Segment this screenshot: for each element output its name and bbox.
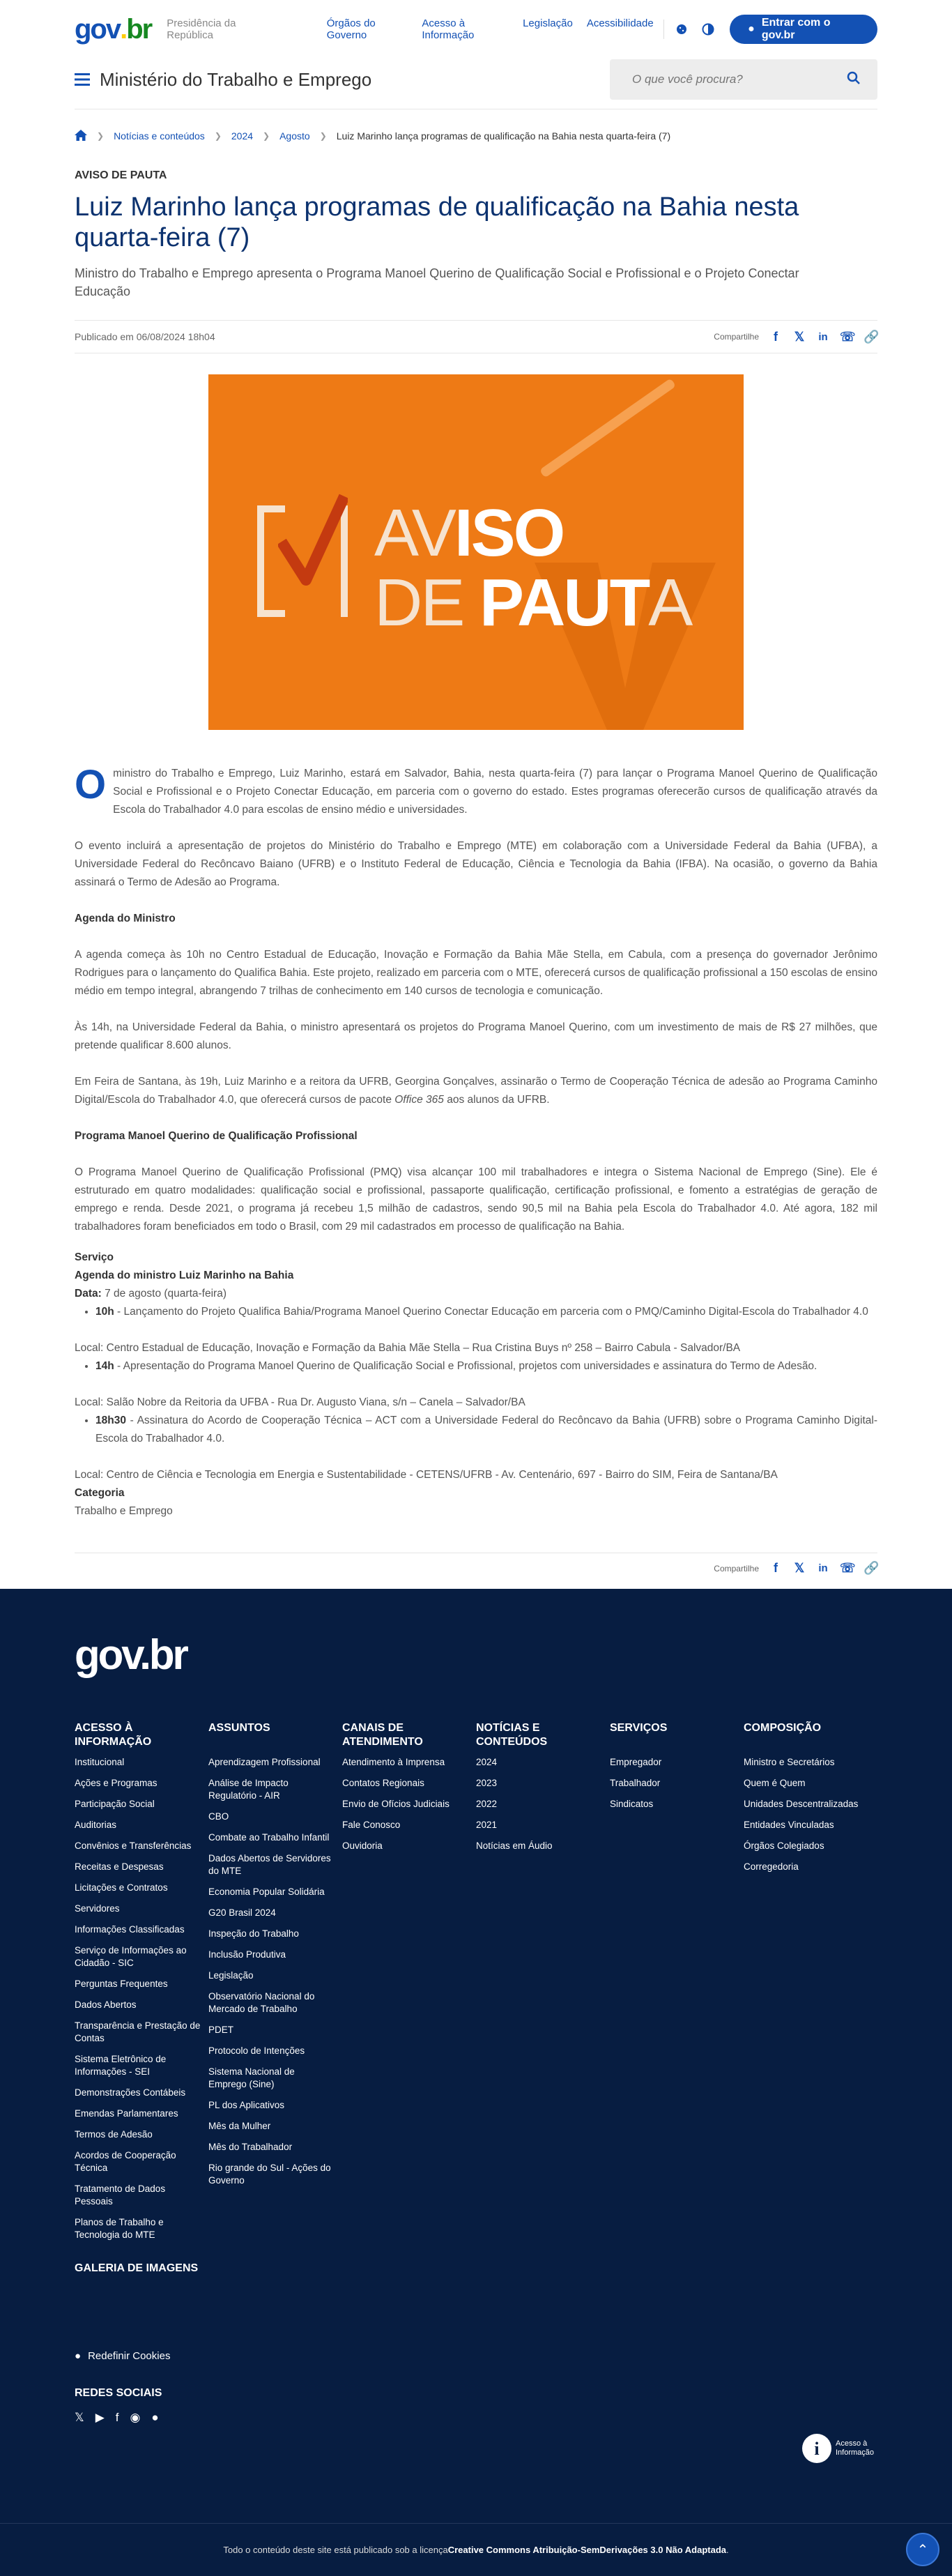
footer-column-title: CANAIS DE ATENDIMENTO [342, 1722, 423, 1748]
footer-link[interactable]: Mês do Trabalhador [208, 2142, 293, 2152]
galeria-link[interactable]: GALERIA DE IMAGENS [75, 2262, 199, 2274]
search-input[interactable] [632, 73, 827, 86]
footer-link[interactable]: Aprendizagem Profissional [208, 1757, 321, 1767]
license-link[interactable]: Creative Commons Atribuição-SemDerivações 3.0 Não Adaptada [447, 2545, 726, 2555]
list-item: • 18h30 - Assinatura do Acordo de Cooperação Técnica – ACT com a Universidade Federal do Recôncavo da Bahia (UFRB) sobre o Programa Caminho Digital-Escola do Trabalhador 4.0. [95, 1412, 877, 1448]
drop-cap: O [75, 762, 107, 807]
footer-link[interactable]: Protocolo de Intenções [208, 2045, 305, 2056]
cookie-icon: ● [75, 2350, 82, 2362]
paragraph: O ministro do Trabalho e Emprego, Luiz Marinho, estará em Salvador, Bahia, nesta quarta-feira (7) para lançar o Programa Manoel Querino de Qualificação Social e Profissional e o Projeto Conectar Educação, em parceria com o governo do estado. Estes programas oferecerão cursos de qualificação através da Escola do Trabalhador 4.0 para escolas de ensino médio e universidades. [75, 762, 877, 816]
instagram-icon[interactable]: ◉ [130, 2411, 141, 2424]
footer-link[interactable]: Receitas e Despesas [75, 1861, 164, 1872]
footer-link[interactable]: 2024 [476, 1757, 498, 1767]
footer-column [208, 1721, 342, 2250]
footer-link[interactable]: Institucional [75, 1757, 125, 1767]
footer-column-title: COMPOSIÇÃO [744, 1722, 822, 1734]
article-subtitle: Ministro do Trabalho e Emprego apresenta o Programa Manoel Querino de Qualificação Social e Profissional e o Projeto Conectar Educação [75, 266, 799, 298]
top-links [327, 17, 654, 41]
footer-logo[interactable]: gov.br [75, 1631, 187, 1678]
user-icon: ● [748, 23, 755, 35]
chevron-right-icon: ❯ [263, 131, 270, 141]
footer-link[interactable]: Dados Abertos [75, 1999, 137, 2010]
footer-link[interactable]: Perguntas Frequentes [75, 1979, 168, 1989]
footer-link[interactable]: Envio de Ofícios Judiciais [342, 1799, 450, 1809]
footer-link[interactable]: 2021 [476, 1820, 498, 1830]
info-icon: i [802, 2434, 831, 2463]
footer-link[interactable]: Atendimento à Imprensa [342, 1757, 445, 1767]
footer-link[interactable]: Emendas Parlamentares [75, 2108, 178, 2119]
back-to-top-button[interactable] [906, 2533, 939, 2566]
footer-link[interactable]: Notícias em Áudio [476, 1840, 553, 1851]
cookies-link[interactable]: ● Redefinir Cookies [75, 2350, 171, 2362]
footer-link[interactable]: Transparência e Prestação de Contas [75, 2020, 201, 2043]
link-acesso-informacao[interactable]: Acesso à Informação [422, 17, 475, 41]
chevron-up-icon: ⌃ [916, 2542, 929, 2558]
breadcrumb-noticias[interactable]: Notícias e conteúdos [114, 130, 205, 142]
agenda-list [95, 1357, 877, 1375]
acesso-informacao-badge[interactable]: i Acesso à Informação [802, 2434, 877, 2463]
footer-link[interactable]: Sistema Nacional de Emprego (Sine) [208, 2066, 295, 2089]
footer-link[interactable]: Dados Abertos de Servidores do MTE [208, 1853, 331, 1876]
footer-link[interactable]: Economia Popular Solidária [208, 1887, 325, 1897]
link-icon[interactable]: 🔗 [863, 329, 880, 344]
govbr-logo[interactable]: gov . br [75, 13, 152, 45]
chevron-right-icon: ❯ [97, 131, 105, 141]
aviso-de-pauta-image: AVISO DE PAUTA [208, 374, 744, 730]
footer-link[interactable]: Quem é Quem [744, 1778, 806, 1788]
footer-link[interactable]: Ações e Programas [75, 1778, 158, 1788]
footer-link[interactable]: Ministro e Secretários [744, 1757, 835, 1767]
article-body [75, 762, 877, 1521]
link-acessibilidade[interactable]: Acessibilidade [586, 17, 654, 29]
footer-link[interactable]: Serviço de Informações ao Cidadão - SIC [75, 1945, 187, 1968]
footer-link[interactable]: Observatório Nacional do Mercado de Trabalho [208, 1991, 315, 2014]
link-icon[interactable]: 🔗 [863, 1561, 880, 1575]
site-name[interactable]: Ministério do Trabalho e Emprego [100, 68, 372, 90]
facebook-icon[interactable]: f [115, 2411, 119, 2424]
link-orgaos[interactable]: Órgãos do Governo [326, 17, 376, 41]
flickr-icon[interactable]: ● [151, 2411, 159, 2424]
article-title: Luiz Marinho lança programas de qualificação na Bahia nesta quarta-feira (7) [75, 192, 799, 252]
footer-link[interactable]: Acordos de Cooperação Técnica [75, 2150, 176, 2173]
youtube-icon[interactable]: ▶ [95, 2411, 105, 2424]
footer-link[interactable]: 2022 [476, 1799, 498, 1809]
footer-link[interactable]: Contatos Regionais [342, 1778, 424, 1788]
top-bar [75, 0, 877, 59]
whatsapp-icon[interactable]: ☏ [840, 329, 856, 344]
footer-column [75, 1721, 208, 2250]
footer-link[interactable]: Sistema Eletrônico de Informações - SEI [75, 2054, 167, 2077]
share-label: Compartilhe [714, 332, 759, 342]
agenda-date: Data: 7 de agosto (quarta-feira) [75, 1288, 227, 1300]
share-bar [714, 329, 880, 344]
x-icon[interactable]: 𝕏 [794, 1561, 805, 1575]
header-main [75, 59, 877, 100]
footer-link[interactable]: Ouvidoria [342, 1840, 383, 1851]
x-icon[interactable]: 𝕏 [794, 329, 805, 344]
whatsapp-icon[interactable]: ☏ [840, 1561, 856, 1575]
agenda-list [95, 1303, 877, 1321]
footer-column-title: ACESSO À INFORMAÇÃO [75, 1722, 152, 1748]
link-legislacao[interactable]: Legislação [523, 17, 573, 29]
x-icon[interactable]: 𝕏 [75, 2411, 84, 2424]
breadcrumb-current: Luiz Marinho lança programas de qualificação na Bahia nesta quarta-feira (7) [336, 130, 671, 142]
facebook-icon[interactable]: f [774, 1561, 778, 1575]
servico-heading: Serviço [75, 1251, 114, 1263]
footer-link[interactable]: CBO [208, 1811, 229, 1822]
article-meta [75, 320, 880, 353]
agenda-title: Agenda do ministro Luiz Marinho na Bahia [75, 1270, 294, 1281]
footer-link[interactable]: Trabalhador [610, 1778, 661, 1788]
search-box [610, 59, 877, 100]
footer-column-title: NOTÍCIAS E CONTEÚDOS [476, 1722, 548, 1748]
footer-link[interactable]: Planos de Trabalho e Tecnologia do MTE [75, 2217, 164, 2240]
paragraph: Em Feira de Santana, às 19h, Luiz Marinho e a reitora da UFRB, Georgina Gonçalves, assinarão o Termo de Cooperação Técnica de adesão ao Programa Caminho Digital/Escola do Trabalhador 4.0, que oferecerá cursos de pacote Office 365 aos alunos da UFRB. [75, 1076, 877, 1106]
linkedin-icon[interactable]: in [818, 330, 828, 343]
footer-link[interactable]: Licitações e Contratos [75, 1882, 168, 1893]
linkedin-icon[interactable]: in [818, 1562, 828, 1574]
footer-link[interactable]: Legislação [208, 1970, 254, 1981]
footer-link[interactable]: Termos de Adesão [75, 2129, 153, 2140]
article-kicker: AVISO DE PAUTA [75, 169, 167, 181]
menu-icon[interactable] [75, 69, 90, 91]
redes-sociais-heading: REDES SOCIAIS [75, 2387, 162, 2399]
footer-link[interactable]: Convênios e Transferências [75, 1840, 192, 1851]
footer-link[interactable]: 2023 [476, 1778, 498, 1788]
footer-link[interactable]: Empregador [610, 1757, 662, 1767]
divider [663, 20, 664, 39]
section-heading: Programa Manoel Querino de Qualificação Profissional [75, 1130, 358, 1142]
footer [0, 1589, 952, 2576]
footer-link[interactable]: Corregedoria [744, 1861, 799, 1872]
category-link[interactable]: Trabalho e Emprego [75, 1505, 173, 1517]
footer-link[interactable]: Participação Social [75, 1799, 155, 1809]
list-item: • 10h - Lançamento do Projeto Qualifica Bahia/Programa Manoel Querino Conectar Educação em parceria com o PMQ/Caminho Digital-Escola do Trabalhador 4.0 [95, 1303, 877, 1321]
footer-column-title: ASSUNTOS [208, 1722, 270, 1734]
footer-link[interactable]: Demonstrações Contábeis [75, 2087, 186, 2098]
paragraph: A agenda começa às 10h no Centro Estadual de Educação, Inovação e Formação da Bahia Mãe Stella, em Cabula, com a presença do governador Jerônimo Rodrigues para o lançamento do Qualifica Bahia. Este projeto, realizado em parceria com o MTE, oferecerá cursos de qualificação profissional a 150 escolas de ensino médio em tempo integral, abrangendo 7 trilhas de conhecimento em 140 cursos de tecnologia e comunicação. [75, 949, 877, 997]
footer-link[interactable]: Mês da Mulher [208, 2121, 271, 2131]
breadcrumb-agosto[interactable]: Agosto [279, 130, 310, 142]
footer-link[interactable]: Tratamento de Dados Pessoais [75, 2183, 166, 2207]
local-2: Local: Salão Nobre da Reitoria da UFBA - Rua Dr. Augusto Viana, s/n – Canela – Salvador/BA [75, 1396, 525, 1408]
footer-link[interactable]: PDET [208, 2025, 234, 2035]
local-3: Local: Centro de Ciência e Tecnologia em Energia e Sustentabilidade - CETENS/UFRB - Av. Centenário, 697 - Bairro do SIM, Feira de Santana/BA [75, 1469, 778, 1481]
checkmark-icon [278, 493, 348, 590]
footer-link[interactable]: Inspeção do Trabalho [208, 1928, 299, 1939]
footer-link[interactable]: Sindicatos [610, 1799, 654, 1809]
footer-link[interactable]: Entidades Vinculadas [744, 1820, 834, 1830]
footer-link[interactable]: Análise de Impacto Regulatório - AIR [208, 1778, 289, 1801]
footer-link[interactable]: Órgãos Colegiados [744, 1840, 824, 1851]
presidencia-label: Presidência da República [167, 17, 236, 41]
publish-date: Publicado em 06/08/2024 18h04 [75, 331, 215, 342]
chevron-right-icon: ❯ [214, 131, 222, 141]
social-links [75, 2411, 877, 2425]
login-label: Entrar com o gov.br [761, 17, 831, 41]
footer-columns [75, 1721, 877, 2250]
footer-column-title: SERVIÇOS [610, 1722, 668, 1734]
section-heading: Agenda do Ministro [75, 913, 176, 924]
footer-link[interactable]: PL dos Aplicativos [208, 2100, 285, 2110]
footer-link[interactable]: Informações Classificadas [75, 1924, 185, 1935]
breadcrumb-2024[interactable]: 2024 [231, 130, 254, 142]
footer-link[interactable]: Unidades Descentralizadas [744, 1799, 859, 1809]
footer-column [744, 1721, 877, 2250]
cookie-icon[interactable] [673, 20, 691, 39]
agenda-list [95, 1412, 877, 1448]
paragraph: O evento incluirá a apresentação de projetos do Ministério do Trabalho e Emprego (MTE) em colaboração com a Universidade Federal da Bahia (UFBA), a Universidade Federal do Recôncavo Baiano (UFRB) e o Instituto Federal de Educação, Ciência e Tecnologia da Bahia (IFBA). Na ocasião, o governo da Bahia assinará o Termo de Adesão ao Programa. [75, 840, 877, 888]
footer-link[interactable]: Rio grande do Sul - Ações do Governo [208, 2163, 331, 2186]
facebook-icon[interactable]: f [774, 329, 778, 344]
footer-link[interactable]: Fale Conosco [342, 1820, 401, 1830]
home-icon[interactable] [75, 130, 87, 143]
breadcrumb [75, 109, 877, 162]
license-bar: Todo o conteúdo deste site está publicado sob a licença Creative Commons Atribuição-SemDerivações 3.0 Não Adaptada . [0, 2523, 952, 2576]
share-label: Compartilhe [714, 1563, 759, 1573]
footer-column [476, 1721, 610, 2250]
footer-link[interactable]: G20 Brasil 2024 [208, 1907, 276, 1918]
login-button[interactable] [730, 15, 877, 44]
footer-column [342, 1721, 476, 2250]
search-icon[interactable] [847, 71, 861, 89]
footer-link[interactable]: Combate ao Trabalho Infantil [208, 1832, 330, 1843]
footer-link[interactable]: Inclusão Produtiva [208, 1949, 286, 1960]
site-title [75, 69, 371, 91]
footer-link[interactable]: Auditorias [75, 1820, 117, 1830]
share-bar-bottom [75, 1553, 880, 1583]
list-item: • 14h - Apresentação do Programa Manoel Querino de Qualificação Social e Profissional, projetos com universidades e assinatura do Termo de Adesão. [95, 1357, 877, 1375]
footer-link[interactable]: Servidores [75, 1903, 120, 1914]
paragraph: O Programa Manoel Querino de Qualificação Profissional (PMQ) visa alcançar 100 mil trabalhadores e integra o Sistema Nacional de Emprego (Sine). Ele é estruturado em quatro modalidades: qualificação social e profissional, passaporte qualificação, certificação profissional, e fomento a estratégias de geração de emprego e renda. Desde 2021, o programa já recebeu 1,5 milhão de cadastros, sendo 90,5 mil na Bahia pela Escola do Trabalhador 4.0. Até agora, 182 mil trabalhadores foram beneficiados em todo o Brasil, com 29 mil cadastrados em processo de qualificação na Bahia. [75, 1166, 877, 1233]
chevron-right-icon: ❯ [319, 131, 327, 141]
category-label: Categoria [75, 1487, 125, 1499]
paragraph: Às 14h, na Universidade Federal da Bahia, o ministro apresentará os projetos do Programa Manoel Querino, com um investimento de mais de R$ 27 milhões, que pretende qualificar 8.600 alunos. [75, 1021, 877, 1051]
footer-column [610, 1721, 744, 2250]
contrast-icon[interactable] [699, 20, 717, 39]
local-1: Local: Centro Estadual de Educação, Inovação e Formação da Bahia Mãe Stella – Rua Cristina Buys nº 258 – Bairro Cabula - Salvador/BA [75, 1342, 741, 1354]
